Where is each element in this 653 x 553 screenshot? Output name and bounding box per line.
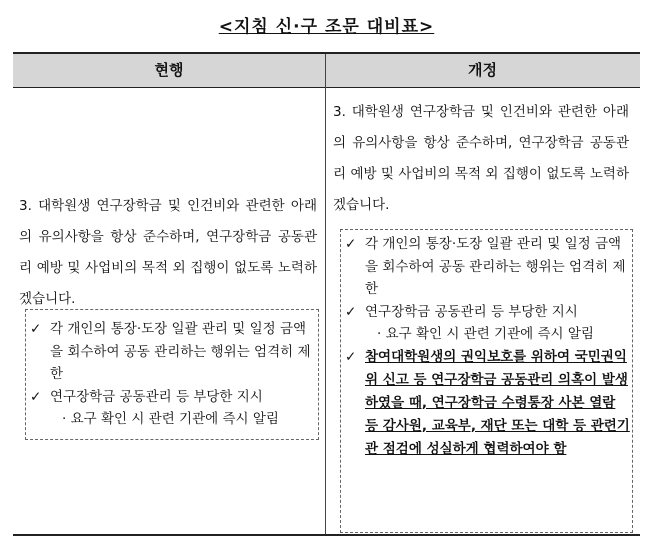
revised-notice-box [340,229,633,533]
checkmark-icon: ✓ [30,388,42,405]
current-paragraph: 3. 대학원생 연구장학금 및 인건비와 관련한 아래의 유의사항을 항상 준수하며, 연구장학금 공동관리 예방 및 사업비의 목적 외 집행이 없도록 노력하겠습니다. [19,198,317,307]
checkmark-icon: ✓ [345,303,357,320]
checkmark-icon: ✓ [345,236,357,252]
revised-item-2 [341,301,632,324]
revised-item-1-text: 각 개인의 통장·도장 일괄 관리 및 일정 금액을 회수하여 공동 관리하는 행위는 엄격히 제한 [365,236,626,297]
revised-paragraph: 3. 대학원생 연구장학금 및 인건비와 관련한 아래의 유의사항을 항상 준수하며, 연구장학금 공동관리 예방 및 사업비의 목적 외 집행이 없도록 노력하겠습니다. [333,104,629,213]
table-header-row [13,54,640,88]
revised-sub-item: · 요구 확인 시 관련 기관에 즉시 알림 [377,326,594,342]
column-divider [325,54,326,534]
revised-new-item-text: 참여대학원생의 권익보호를 위하여 국민권익위 신고 등 연구장학금 공동관리 의혹이 발생하였을 때, 연구장학금 수령통장 사본 열람 등 감사원, 교육부, 재단 또는 대학 등 관련기관 점검에 성실하게 협력하여야 함 [365,348,630,457]
comparison-table [13,52,640,536]
current-sub-item: · 요구 확인 시 관련 기관에 즉시 알림 [62,411,279,427]
revised-item-1 [341,233,632,301]
revised-new-item [341,346,632,461]
header-current: 현행 [154,61,184,79]
current-item-2-text: 연구장학금 공동관리 등 부당한 지시 [50,388,263,405]
header-revised: 개정 [468,61,497,79]
checkmark-icon: ✓ [345,348,357,365]
current-item-1-text: 각 개인의 통장·도장 일괄 관리 및 일정 금액을 회수하여 공동 관리하는 행위는 엄격히 제한 [50,321,311,382]
document-title: <지침 신·구 조문 대비표> [218,17,435,37]
current-item-2 [26,386,318,409]
current-item-1 [26,318,318,386]
revised-item-2-text: 연구장학금 공동관리 등 부당한 지시 [365,303,578,320]
current-notice-box [25,309,319,440]
checkmark-icon: ✓ [30,321,42,337]
